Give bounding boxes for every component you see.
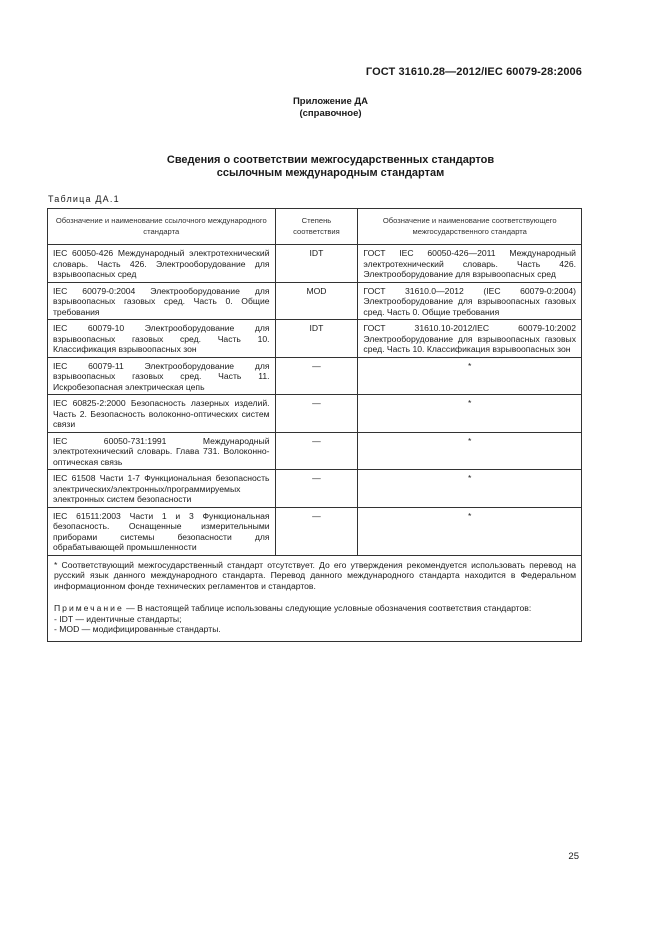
table-footer-row: [48, 555, 582, 641]
table-label: Таблица ДА.1: [48, 194, 120, 204]
note-item-idt: - IDT — идентичные стандарты;: [54, 613, 182, 624]
annex-subtitle: (справочное): [299, 108, 362, 119]
cell-national: *: [358, 432, 582, 470]
header-national-standard: Обозначение и наименование соответствующего межгосударственного стандарта: [358, 209, 582, 245]
cell-national: ГОСТ 31610.0—2012 (IEC 60079-0:2004) Электрооборудование для взрывоопасных газовых сред. Часть 0. Общие требования: [358, 282, 582, 320]
table-row: [48, 395, 582, 433]
table-row: [48, 282, 582, 320]
cell-national: *: [358, 507, 582, 555]
cell-degree: —: [275, 357, 358, 395]
document-code: ГОСТ 31610.28—2012/IEC 60079-28:2006: [365, 66, 582, 78]
cell-international: IEC 60079-11 Электрооборудование для взрывоопасных газовых сред. Часть 11. Искробезопасная электрическая цепь: [48, 357, 276, 395]
cell-degree: IDT: [275, 320, 358, 358]
annex-heading: [0, 96, 661, 120]
table-row: [48, 507, 582, 555]
cell-international: IEC 61508 Части 1-7 Функциональная безопасность электрических/электронных/программируемых электронных систем безопасности: [48, 470, 276, 508]
cell-international: IEC 60825-2:2000 Безопасность лазерных изделий. Часть 2. Безопасность волоконно-оптических систем связи: [48, 395, 276, 433]
cell-international: IEC 60050-731:1991 Международный электротехнический словарь. Глава 731. Волоконно-оптическая связь: [48, 432, 276, 470]
section-title-line-2: ссылочным международным стандартам: [216, 167, 445, 179]
cell-national: *: [358, 357, 582, 395]
cell-national: *: [358, 395, 582, 433]
cell-international: IEC 61511:2003 Части 1 и 3 Функциональная безопасность. Оснащенные измерительными приборами системы безопасности для обрабатывающей промышленности: [48, 507, 276, 555]
note-item-mod: - MOD — модифицированные стандарты.: [54, 624, 221, 634]
cell-international: IEC 60050-426 Международный электротехнический словарь. Часть 426. Электрооборудование для взрывоопасных сред: [48, 245, 276, 283]
section-title-line-1: Сведения о соответствии межгосударственных стандартов: [166, 154, 495, 166]
table-row: [48, 432, 582, 470]
table-row: [48, 320, 582, 358]
cell-national: ГОСТ IEC 60050-426—2011 Международный электротехнический словарь. Часть 426. Электрооборудование для взрывоопасных сред: [358, 245, 582, 283]
table-header-row: [48, 209, 582, 245]
cell-national: ГОСТ 31610.10-2012/IEC 60079-10:2002 Электрооборудование для взрывоопасных газовых сред. Часть 10. Классификация взрывоопасных зон: [358, 320, 582, 358]
note-text: — В настоящей таблице использованы следующие условные обозначения соответствия стандартов:: [123, 603, 532, 613]
cell-degree: —: [275, 395, 358, 433]
cell-degree: IDT: [275, 245, 358, 283]
annex-title: Приложение ДА: [292, 96, 369, 107]
table-footer: [48, 555, 582, 641]
table-row: [48, 470, 582, 508]
cell-degree: —: [275, 470, 358, 508]
cell-international: IEC 60079-0:2004 Электрооборудование для взрывоопасных газовых сред. Часть 0. Общие требования: [48, 282, 276, 320]
footnote: * Соответствующий межгосударственный стандарт отсутствует. До его утверждения рекомендуется использовать перевод на русский язык данного международного стандарта. Перевод данного международного стандарта находится в Федеральном информационном фонде технических регламентов и стандартов.: [54, 559, 576, 591]
cell-national: *: [358, 470, 582, 508]
table-row: [48, 357, 582, 395]
cell-degree: —: [275, 507, 358, 555]
header-degree: Степень соответствия: [275, 209, 358, 245]
cell-degree: —: [275, 432, 358, 470]
table-row: [48, 245, 582, 283]
header-international-standard: Обозначение и наименование ссылочного международного стандарта: [48, 209, 276, 245]
standards-table: [47, 208, 582, 642]
page-number: 25: [568, 851, 579, 862]
note-title: Примечание: [54, 603, 124, 613]
cell-degree: MOD: [275, 282, 358, 320]
cell-international: IEC 60079-10 Электрооборудование для взрывоопасных газовых сред. Часть 10. Классификация взрывоопасных зон: [48, 320, 276, 358]
note: [54, 603, 576, 614]
section-title: [0, 154, 661, 180]
